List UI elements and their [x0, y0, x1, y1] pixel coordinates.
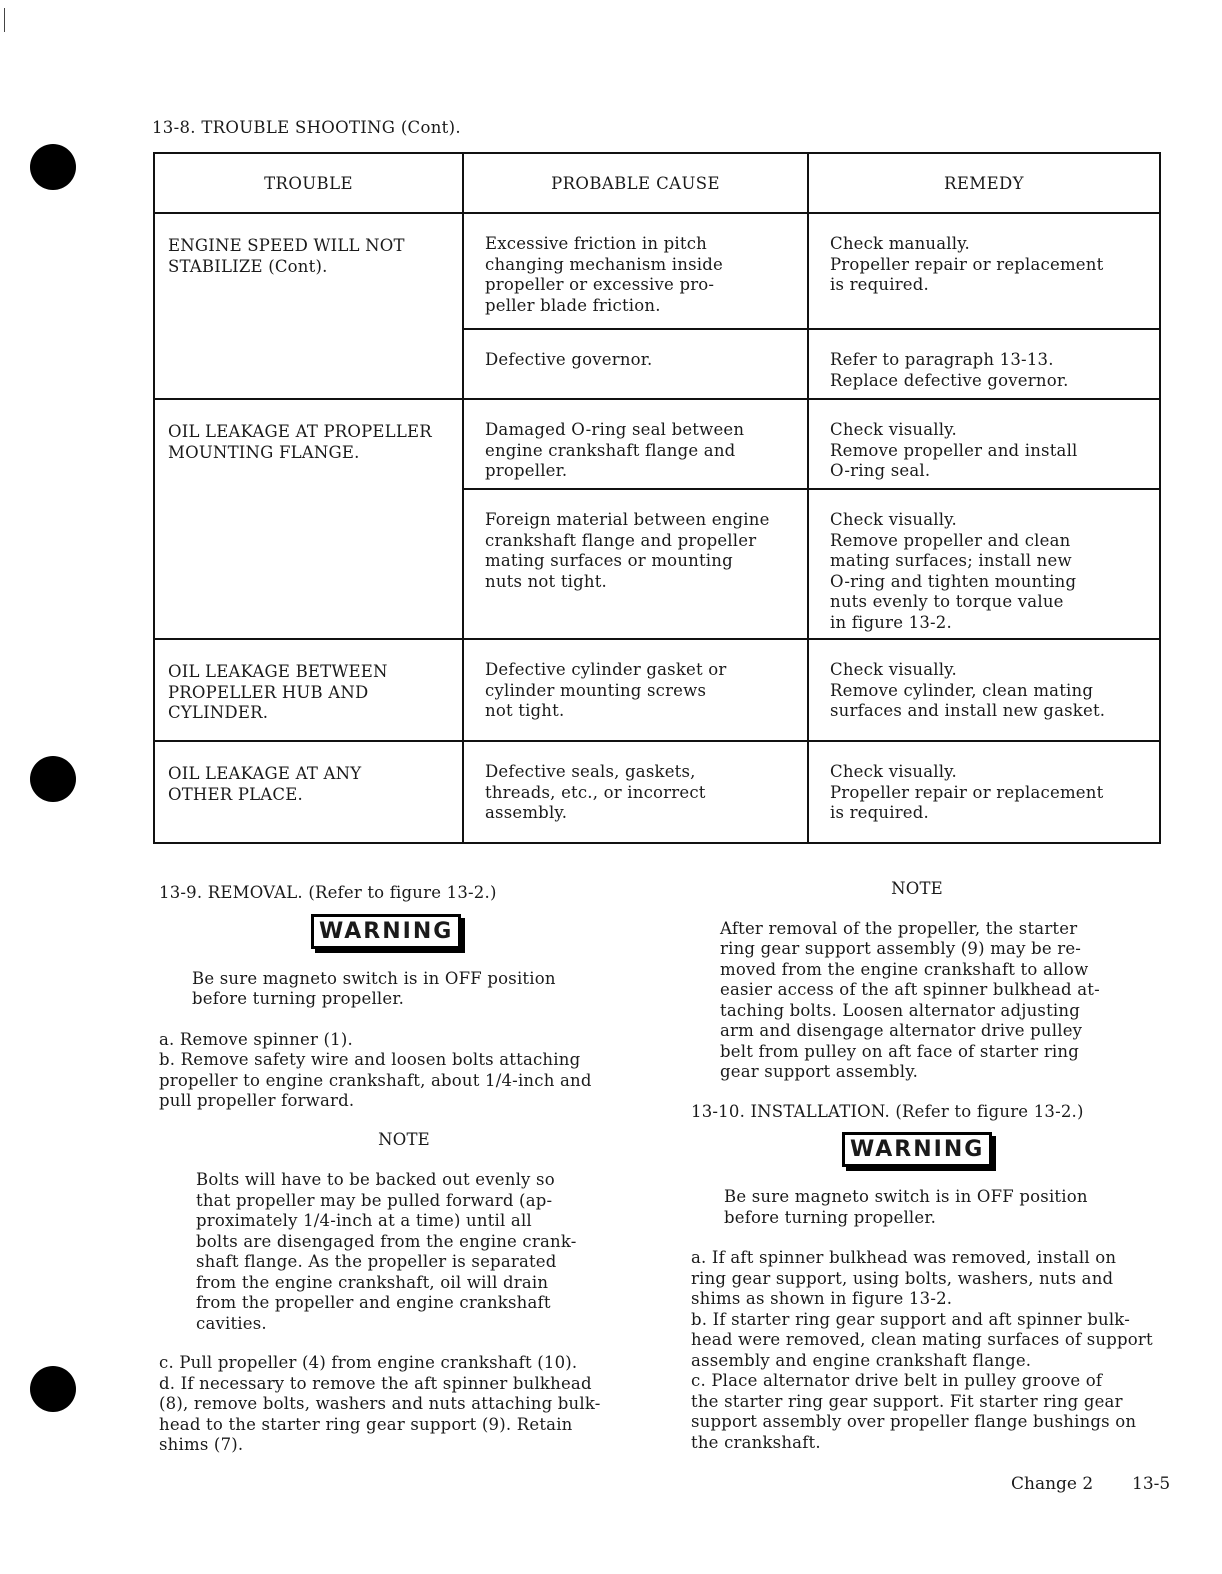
removal-step-c: c. Pull propeller (4) from engine crankshaft (10). — [159, 1353, 578, 1372]
removal-step-b: b. Remove safety wire and loosen bolts attaching propeller to engine crankshaft, about 1/4-inch and pull propeller forward. — [159, 1050, 592, 1110]
installation-step-c: c. Place alternator drive belt in pulley groove of the starter ring gear support. Fit starter ring gear support assembly over propeller flange bushings on the crankshaft. — [691, 1371, 1137, 1452]
binder-hole — [30, 756, 76, 802]
trouble-shooting-table — [153, 152, 1161, 844]
cause-cell: Defective cylinder gasket or cylinder mounting screws not tight. — [485, 660, 727, 720]
remedy-cell: Check visually. Remove propeller and clean mating surfaces; install new O-ring and tighten mounting nuts evenly to torque value in figure 13-2. — [830, 510, 1077, 632]
warning-label: WARNING — [842, 1132, 992, 1167]
installation-step-a: a. If aft spinner bulkhead was removed, install on ring gear support, using bolts, washers, nuts and shims as shown in figure 13-2. — [691, 1248, 1117, 1308]
remedy-cell: Check visually. Remove propeller and install O-ring seal. — [830, 420, 1078, 480]
table-row — [155, 740, 1159, 842]
warning-label: WARNING — [311, 914, 461, 949]
header-probable-cause: PROBABLE CAUSE — [464, 154, 809, 212]
note-title: NOTE — [378, 1129, 430, 1149]
installation-heading: 13-10. INSTALLATION. (Refer to figure 13-2.) — [691, 1101, 1084, 1121]
cause-cell: Excessive friction in pitch changing mechanism inside propeller or excessive pro- peller blade friction. — [485, 234, 723, 315]
removal-step-a: a. Remove spinner (1). — [159, 1029, 353, 1049]
remedy-cell: Check visually. Propeller repair or replacement is required. — [830, 762, 1104, 822]
warning-text: Be sure magneto switch is in OFF position before turning propeller. — [192, 968, 556, 1008]
cause-cell: Foreign material between engine crankshaft flange and propeller mating surfaces or mounting nuts not tight. — [485, 510, 770, 591]
header-trouble: TROUBLE — [155, 154, 464, 212]
table-header-row — [155, 154, 1159, 212]
cause-cell: Damaged O-ring seal between engine crankshaft flange and propeller. — [485, 420, 745, 480]
remedy-cell: Check visually. Remove cylinder, clean mating surfaces and install new gasket. — [830, 660, 1106, 720]
binder-hole — [30, 144, 76, 190]
table-row — [155, 212, 1159, 398]
installation-step-b: b. If starter ring gear support and aft spinner bulk- head were removed, clean mating surfaces of support assembly and engine crankshaft flange. — [691, 1309, 1153, 1370]
header-remedy: REMEDY — [944, 173, 1024, 193]
warning-text: Be sure magneto switch is in OFF position before turning propeller. — [724, 1187, 1088, 1227]
installation-section — [691, 879, 1191, 1453]
trouble-cell: ENGINE SPEED WILL NOT STABILIZE (Cont). — [168, 236, 405, 276]
scan-mark — [4, 8, 5, 32]
change-label: Change 2 — [1011, 1474, 1094, 1494]
table-row — [155, 398, 1159, 638]
trouble-cell: OIL LEAKAGE AT PROPELLER MOUNTING FLANGE. — [168, 422, 432, 462]
note-title: NOTE — [891, 879, 943, 898]
table-row — [155, 638, 1159, 740]
removal-step-d: d. If necessary to remove the aft spinner bulkhead (8), remove bolts, washers and nuts attaching bulk- head to the starter ring gear support (9). Retain shims (7). — [159, 1373, 601, 1454]
section-heading: 13-8. TROUBLE SHOOTING (Cont). — [152, 118, 461, 137]
removal-section — [159, 883, 649, 1456]
trouble-cell: OIL LEAKAGE BETWEEN PROPELLER HUB AND CYLINDER. — [168, 662, 388, 722]
page-number: 13-5 — [1132, 1474, 1171, 1494]
note-text: After removal of the propeller, the starter ring gear support assembly (9) may be re- moved from the engine crankshaft to allow easier access of the aft spinner bulkhead at- taching bolts. Loosen alternator adjusting arm and disengage alternator drive pulley belt from pulley on aft face of starter ring gear support assembly. — [720, 918, 1100, 1081]
cause-cell: Defective governor. — [485, 350, 653, 369]
remedy-cell: Check manually. Propeller repair or replacement is required. — [830, 234, 1104, 294]
trouble-cell: OIL LEAKAGE AT ANY OTHER PLACE. — [168, 764, 362, 804]
note-text: Bolts will have to be backed out evenly so that propeller may be pulled forward (ap- proximately 1/4-inch at a time) until all bolts are disengaged from the engine crank- shaft flange. As the propeller is separated from the engine crankshaft, oil will drain from the propeller and engine crankshaft cavities. — [196, 1170, 577, 1333]
remedy-cell: Refer to paragraph 13-13. Replace defective governor. — [830, 350, 1069, 390]
binder-hole — [30, 1366, 76, 1412]
removal-heading: 13-9. REMOVAL. (Refer to figure 13-2.) — [159, 883, 497, 902]
cause-cell: Defective seals, gaskets, threads, etc., or incorrect assembly. — [485, 762, 706, 822]
